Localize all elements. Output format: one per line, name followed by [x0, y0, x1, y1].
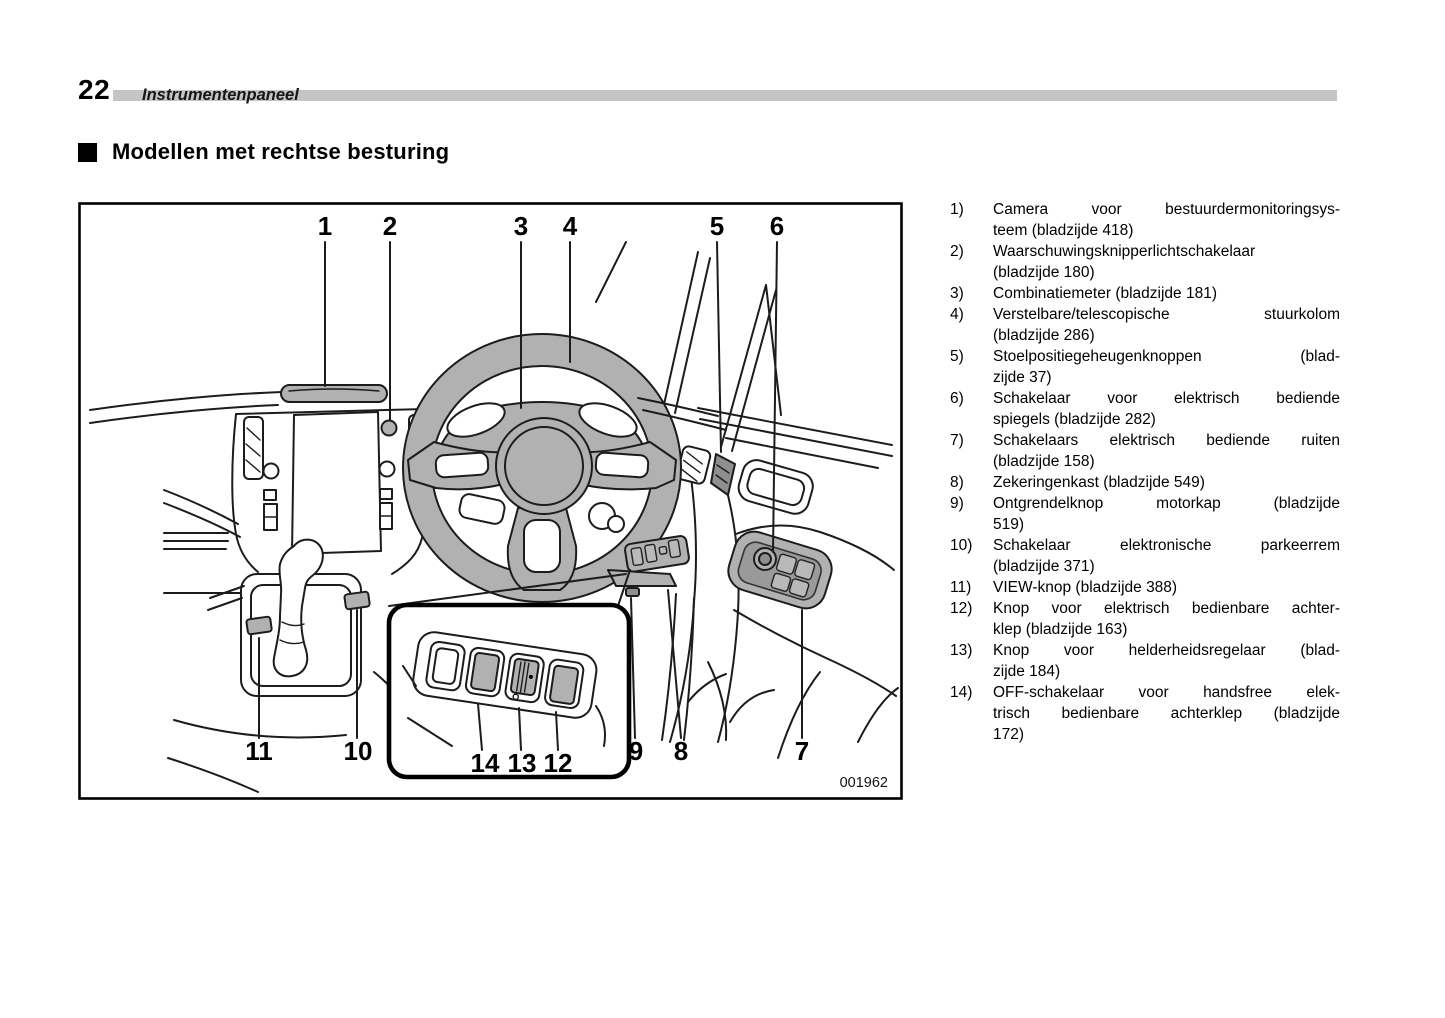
- view-button: [246, 616, 272, 634]
- center-screen: [292, 412, 381, 554]
- legend-item: [950, 346, 1340, 388]
- callout-13: 13: [507, 748, 537, 778]
- callout-10: 10: [343, 736, 373, 766]
- callout-6: 6: [769, 211, 785, 241]
- legend-item-text: VIEW-knop (bladzijde 388): [993, 579, 1178, 596]
- switch-13-dial: [504, 653, 544, 704]
- legend-item: [950, 598, 1340, 640]
- callout-9: 9: [628, 736, 644, 766]
- legend-item: [950, 577, 1340, 598]
- legend-item-text: Combinatiemeter (bladzijde 181): [993, 285, 1218, 302]
- legend-list: [950, 199, 1340, 745]
- callout-14: 14: [470, 748, 500, 778]
- legend-item-number: 6): [950, 390, 964, 407]
- section-marker-icon: [78, 143, 97, 162]
- driver-monitoring-camera: [281, 385, 387, 402]
- left-air-vent: [244, 417, 263, 479]
- switch-12: [544, 659, 584, 710]
- legend-item-number: 2): [950, 243, 964, 260]
- legend-item-number: 4): [950, 306, 964, 323]
- legend-item-text: Waarschuwingsknipperlichtschakelaar (bladzijde 180): [993, 243, 1256, 281]
- legend-item-text: Camera voor bestuurdermonitoringsys- teem (bladzijde 418): [993, 201, 1340, 239]
- legend-item: [950, 199, 1340, 241]
- hazard-switch: [382, 421, 397, 436]
- legend-item: [950, 493, 1340, 535]
- legend-item-text: Schakelaars elektrisch bediende ruiten (bladzijde 158): [993, 432, 1340, 470]
- callout-8: 8: [673, 736, 689, 766]
- callout-5: 5: [709, 211, 725, 241]
- legend-item: [950, 640, 1340, 682]
- inset-empty-slot: [425, 641, 465, 692]
- callout-12: 12: [543, 748, 573, 778]
- legend-item-number: 13): [950, 642, 973, 659]
- section-heading: [78, 139, 449, 165]
- legend-item: [950, 472, 1340, 493]
- legend-item-number: 3): [950, 285, 964, 302]
- switch-14: [465, 647, 505, 698]
- legend-item: [950, 682, 1340, 745]
- callout-1: 1: [317, 211, 333, 241]
- callout-7: 7: [794, 736, 810, 766]
- callout-11: 11: [245, 736, 273, 766]
- legend-item: [950, 304, 1340, 346]
- legend-item-number: 8): [950, 474, 964, 491]
- legend-item-number: 9): [950, 495, 964, 512]
- callout-2: 2: [382, 211, 398, 241]
- chapter-title: Instrumentenpaneel: [142, 86, 299, 104]
- legend-item-number: 11): [950, 579, 972, 596]
- legend-item: [950, 283, 1340, 304]
- page-number: 22: [78, 74, 111, 105]
- callout-4: 4: [562, 211, 578, 241]
- legend-item-text: Stoelpositiegeheugenknoppen (blad- zijde 37): [993, 348, 1340, 386]
- legend-item-text: Knop voor elektrisch bedienbare achter- klep (bladzijde 163): [993, 600, 1340, 638]
- legend-item-text: Schakelaar elektronische parkeerrem (bladzijde 371): [993, 537, 1340, 575]
- dashboard-diagram: [78, 202, 903, 800]
- figure-code: 001962: [839, 775, 888, 791]
- legend-item-number: 5): [950, 348, 964, 365]
- legend-item: [950, 430, 1340, 472]
- legend-item-number: 10): [950, 537, 973, 554]
- climate-knob-left: [264, 464, 279, 479]
- callout-3: 3: [513, 211, 529, 241]
- legend-item-text: Knop voor helderheidsregelaar (blad- zijde 184): [993, 642, 1340, 680]
- legend-item: [950, 388, 1340, 430]
- figure: [78, 202, 903, 800]
- section-title: Modellen met rechtse besturing: [112, 139, 450, 164]
- legend-item-number: 14): [950, 684, 973, 701]
- legend-item-text: Ontgrendelknop motorkap (bladzijde 519): [993, 495, 1340, 533]
- legend-item-number: 7): [950, 432, 964, 449]
- legend-item: [950, 241, 1340, 283]
- legend-item-text: Schakelaar voor elektrisch bediende spiegels (bladzijde 282): [993, 390, 1340, 428]
- legend-item: [950, 535, 1340, 577]
- legend-item-text: Zekeringenkast (bladzijde 549): [993, 474, 1205, 491]
- parking-brake-switch: [344, 591, 370, 609]
- hood-release-knob: [626, 588, 639, 596]
- climate-knob-right: [380, 462, 395, 477]
- legend-item-number: 12): [950, 600, 973, 617]
- legend-item-text: Verstelbare/telescopische stuurkolom (bladzijde 286): [993, 306, 1340, 344]
- legend-item-number: 1): [950, 201, 964, 218]
- legend-item-text: OFF-schakelaar voor handsfree elek- trisch bedienbare achterklep (bladzijde 172): [993, 684, 1340, 743]
